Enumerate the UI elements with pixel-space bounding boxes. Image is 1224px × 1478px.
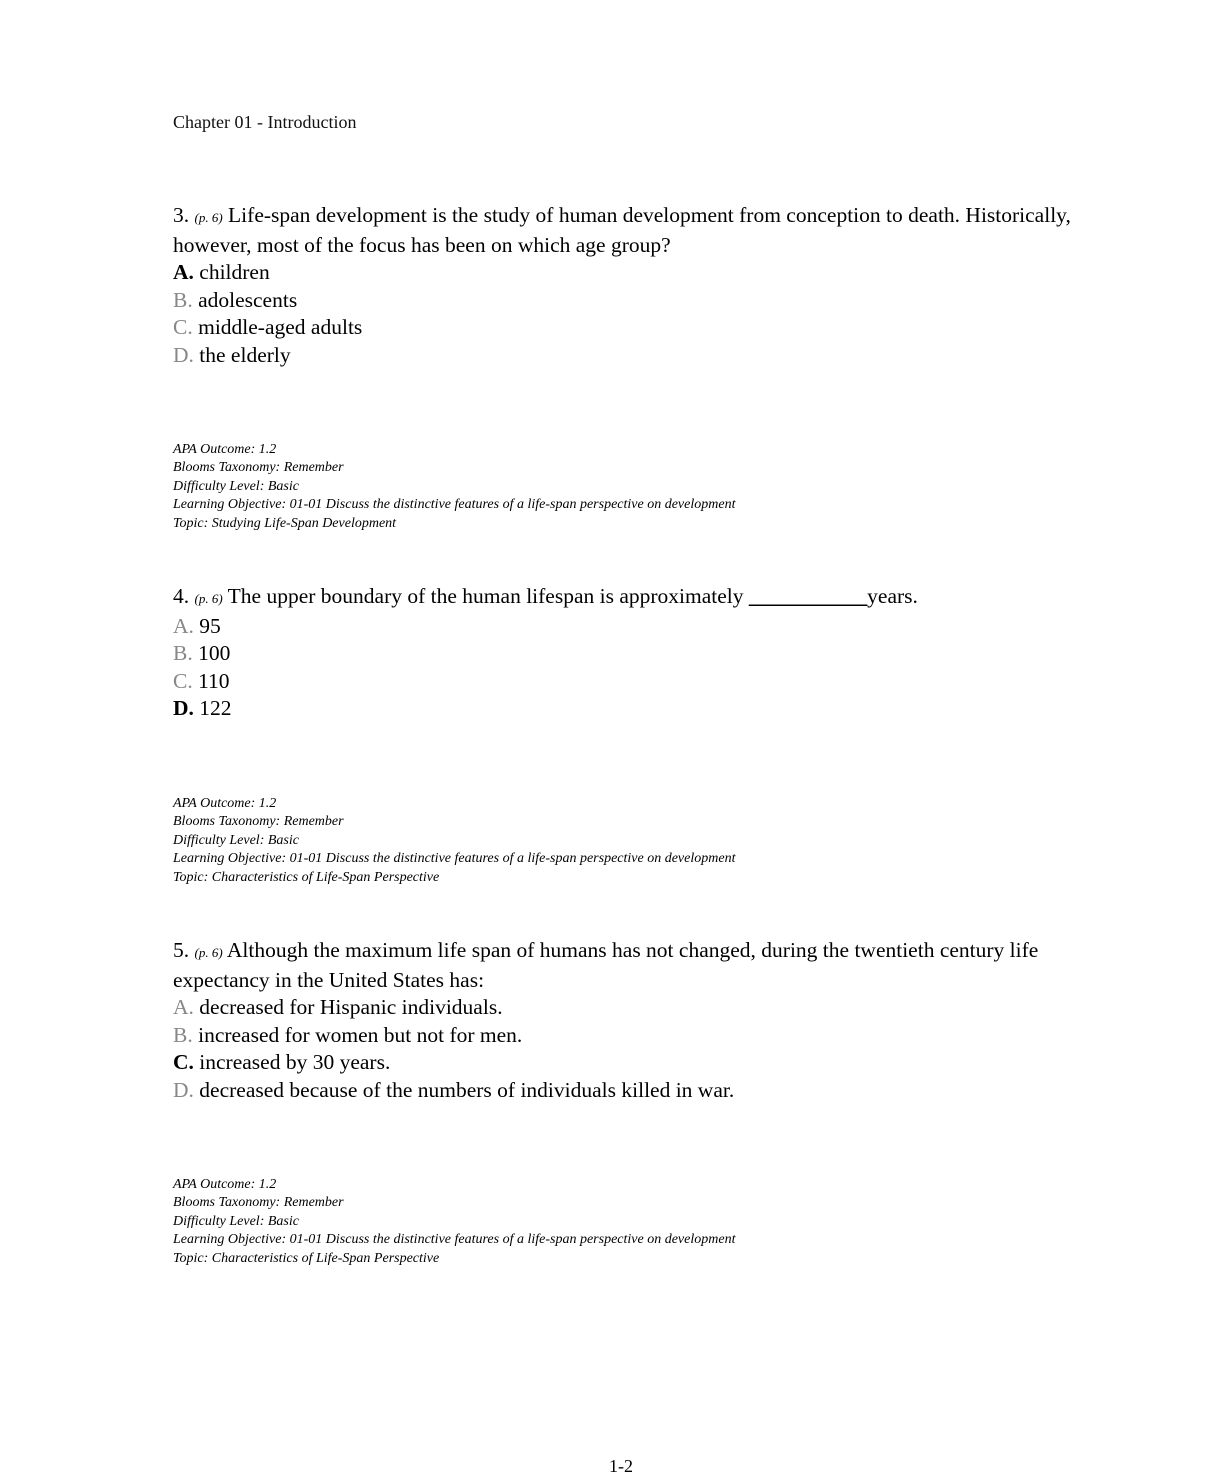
question-stem bbox=[173, 937, 1073, 994]
option-letter: D. bbox=[173, 342, 194, 367]
difficulty-level: Difficulty Level: Basic bbox=[173, 478, 299, 494]
question-5-metadata bbox=[173, 1176, 735, 1268]
question-text: Although the maximum life span of humans has not changed, during the twentieth century life expectancy in the United States has: bbox=[173, 938, 1039, 992]
option-text: increased for women but not for men. bbox=[198, 1022, 523, 1047]
topic: Topic: Characteristics of Life-Span Perspective bbox=[173, 1250, 440, 1266]
page-number: 1-2 bbox=[609, 1456, 633, 1476]
question-text-end: years. bbox=[867, 584, 918, 608]
option-text: adolescents bbox=[198, 287, 298, 312]
option-b bbox=[173, 1022, 1073, 1050]
apa-outcome: APA Outcome: 1.2 bbox=[173, 442, 277, 457]
option-d bbox=[173, 695, 1073, 723]
option-letter: D. bbox=[173, 1077, 194, 1102]
option-letter: C. bbox=[173, 1050, 194, 1075]
blooms-taxonomy: Blooms Taxonomy: Remember bbox=[173, 1195, 344, 1211]
learning-objective: Learning Objective: 01-01 Discuss the distinctive features of a life-span perspective on development bbox=[173, 851, 736, 867]
option-letter: A. bbox=[173, 995, 194, 1020]
option-text: decreased because of the numbers of individuals killed in war. bbox=[199, 1077, 735, 1102]
option-letter: A. bbox=[173, 260, 194, 285]
difficulty-level: Difficulty Level: Basic bbox=[173, 832, 299, 848]
answer-blank: ___________ bbox=[748, 584, 868, 608]
option-text: 122 bbox=[199, 696, 232, 721]
blooms-taxonomy: Blooms Taxonomy: Remember bbox=[173, 460, 344, 476]
option-text: middle-aged adults bbox=[198, 315, 363, 340]
page-reference: (p. 6) bbox=[194, 210, 223, 225]
option-c bbox=[173, 1049, 1073, 1077]
question-3 bbox=[173, 202, 1073, 370]
option-b bbox=[173, 287, 1073, 315]
option-d bbox=[173, 1077, 1073, 1105]
option-d bbox=[173, 342, 1073, 370]
option-letter: B. bbox=[173, 287, 193, 312]
question-number: 4. bbox=[173, 584, 190, 608]
page-reference: (p. 6) bbox=[194, 591, 223, 606]
difficulty-level: Difficulty Level: Basic bbox=[173, 1213, 299, 1229]
option-letter: C. bbox=[173, 668, 193, 693]
option-a bbox=[173, 994, 1073, 1022]
option-text: 100 bbox=[198, 641, 231, 666]
question-stem bbox=[173, 583, 1073, 613]
topic: Topic: Studying Life-Span Development bbox=[173, 515, 397, 531]
option-letter: A. bbox=[173, 613, 194, 638]
learning-objective: Learning Objective: 01-01 Discuss the distinctive features of a life-span perspective on development bbox=[173, 1232, 736, 1248]
option-text: 95 bbox=[199, 613, 221, 638]
option-text: children bbox=[199, 260, 270, 285]
option-text: the elderly bbox=[199, 342, 291, 367]
option-letter: B. bbox=[173, 1022, 193, 1047]
topic: Topic: Characteristics of Life-Span Perspective bbox=[173, 869, 440, 885]
question-text: The upper boundary of the human lifespan is approximately bbox=[227, 584, 749, 608]
question-5 bbox=[173, 937, 1073, 1105]
apa-outcome: APA Outcome: 1.2 bbox=[173, 1177, 277, 1192]
option-c bbox=[173, 314, 1073, 342]
option-text: 110 bbox=[198, 668, 230, 693]
apa-outcome: APA Outcome: 1.2 bbox=[173, 796, 277, 811]
blooms-taxonomy: Blooms Taxonomy: Remember bbox=[173, 814, 344, 830]
question-4-metadata bbox=[173, 795, 735, 887]
page-reference: (p. 6) bbox=[194, 945, 223, 960]
question-number: 5. bbox=[173, 938, 190, 962]
option-letter: B. bbox=[173, 641, 193, 666]
question-4 bbox=[173, 583, 1073, 723]
question-3-metadata bbox=[173, 441, 735, 533]
option-a bbox=[173, 259, 1073, 287]
question-text: Life-span development is the study of human development from conception to death. Historically, however, most of the focus has been on which age group? bbox=[173, 203, 1071, 257]
option-a bbox=[173, 613, 1073, 641]
option-text: increased by 30 years. bbox=[199, 1050, 391, 1075]
learning-objective: Learning Objective: 01-01 Discuss the distinctive features of a life-span perspective on development bbox=[173, 497, 736, 513]
option-text: decreased for Hispanic individuals. bbox=[199, 995, 503, 1020]
question-number: 3. bbox=[173, 203, 190, 227]
chapter-header: Chapter 01 - Introduction bbox=[173, 112, 357, 132]
option-b bbox=[173, 640, 1073, 668]
option-c bbox=[173, 668, 1073, 696]
option-letter: C. bbox=[173, 315, 193, 340]
question-stem bbox=[173, 202, 1073, 259]
option-letter: D. bbox=[173, 696, 194, 721]
